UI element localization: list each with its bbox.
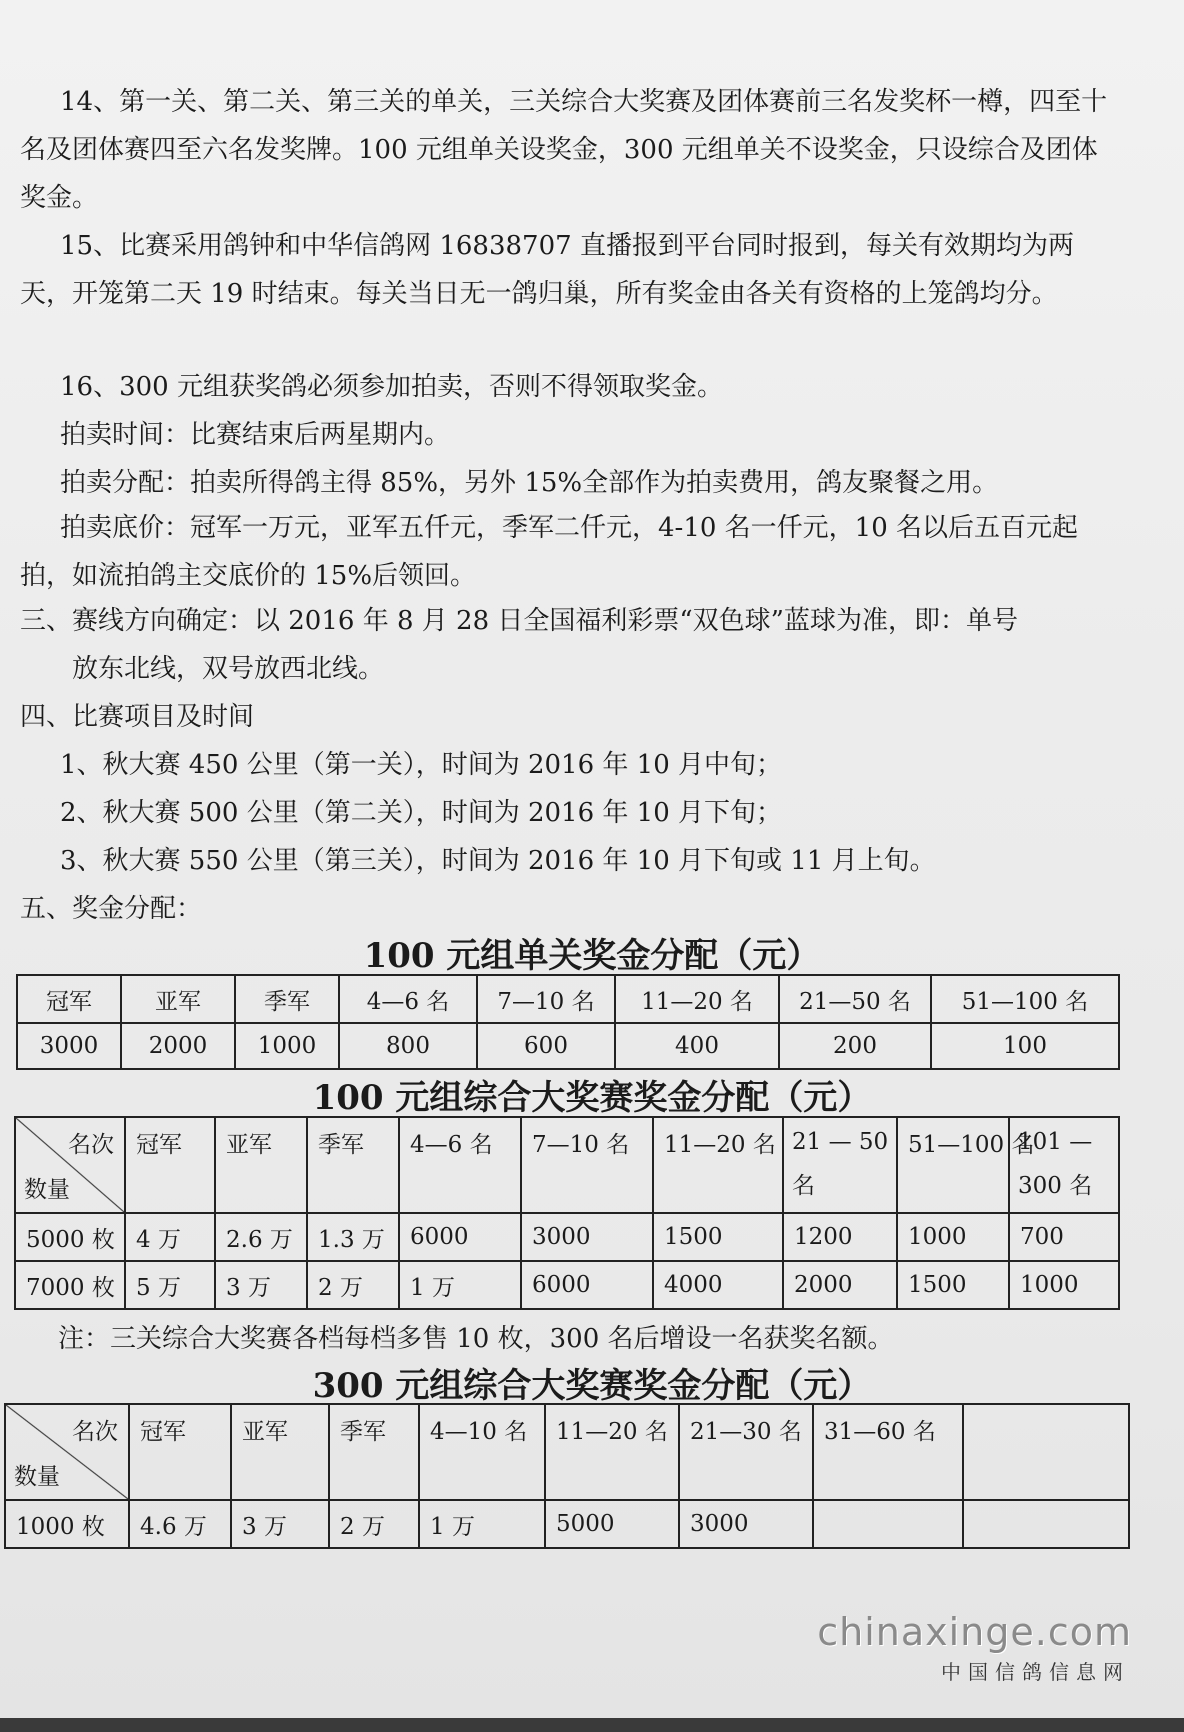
table1-header: 亚军 (121, 975, 235, 1023)
table2-cell: 3 万 (215, 1261, 307, 1309)
table3-cell: 1 万 (419, 1500, 545, 1548)
table2-header: 7—10 名 (521, 1117, 653, 1213)
table3-header: 11—20 名 (545, 1404, 679, 1500)
auction-base: 拍卖底价：冠军一万元，亚军五仟元，季军二仟元，4-10 名一仟元，10 名以后五百元起拍，如流拍鸽主交底价的 15%后领回。 (20, 513, 1079, 591)
race-3: 3、秋大赛 550 公里（第三关），时间为 2016 年 10 月下旬或 11 月上旬。 (60, 846, 936, 876)
table1-cell: 1000 (235, 1023, 339, 1069)
table2-combined-prizes-100 (14, 1116, 1120, 1310)
table2-header: 冠军 (125, 1117, 215, 1213)
table2-header: 季军 (307, 1117, 399, 1213)
table2-cell: 1.3 万 (307, 1213, 399, 1261)
scan-edge (0, 1718, 1184, 1732)
table2-header-row (15, 1117, 1119, 1213)
table2-title: 100 元组综合大奖赛奖金分配（元） (312, 1078, 872, 1118)
table2-corner-cell (15, 1117, 125, 1213)
table3-header: 21—30 名 (679, 1404, 813, 1500)
table2-cell: 3000 (521, 1213, 653, 1261)
table1-cell: 100 (931, 1023, 1119, 1069)
table2-cell: 6000 (399, 1213, 521, 1261)
table3-header (963, 1404, 1129, 1500)
table1-cell: 200 (779, 1023, 931, 1069)
table2-note: 注：三关综合大奖赛各档每档多售 10 枚，300 名后增设一名获奖名额。 (58, 1324, 894, 1354)
table1-header: 21—50 名 (779, 975, 931, 1023)
table2-header: 21 — 50 名 (783, 1117, 897, 1213)
auction-split: 拍卖分配：拍卖所得鸽主得 85%，另外 15%全部作为拍卖费用，鸽友聚餐之用。 (60, 468, 999, 498)
table3-header: 冠军 (129, 1404, 231, 1500)
table2-cell: 1500 (897, 1261, 1009, 1309)
table3-corner-rank: 名次 (72, 1419, 118, 1445)
table2-header: 11—20 名 (653, 1117, 783, 1213)
table3-cell: 5000 (545, 1500, 679, 1548)
watermark-domain: chinaxinge.com (817, 1610, 1132, 1654)
table3-cell: 2 万 (329, 1500, 419, 1548)
table3-header-row (5, 1404, 1129, 1500)
table2-cell: 2000 (783, 1261, 897, 1309)
table1-header: 4—6 名 (339, 975, 477, 1023)
table3-cell (813, 1500, 963, 1548)
table1-cell: 2000 (121, 1023, 235, 1069)
table1-header: 51—100 名 (931, 975, 1119, 1023)
table3-combined-prizes-300 (4, 1403, 1130, 1549)
table3-corner-quantity: 数量 (14, 1464, 60, 1490)
table2-header: 4—6 名 (399, 1117, 521, 1213)
table1-cell: 800 (339, 1023, 477, 1069)
race-2: 2、秋大赛 500 公里（第二关），时间为 2016 年 10 月下旬； (60, 798, 783, 828)
table1-header: 7—10 名 (477, 975, 615, 1023)
table2-cell: 2 万 (307, 1261, 399, 1309)
table2-row-label: 5000 枚 (15, 1213, 125, 1261)
paragraph-14: 14、第一关、第二关、第三关的单关，三关综合大奖赛及团体赛前三名发奖杯一樽，四至十名及团体赛四至六名发奖牌。100 元组单关设奖金，300 元组单关不设奖金，只设综合及团体奖金。 (20, 87, 1108, 213)
table3-header: 4—10 名 (419, 1404, 545, 1500)
table2-row (15, 1213, 1119, 1261)
table2-cell: 5 万 (125, 1261, 215, 1309)
table3-row-label: 1000 枚 (5, 1500, 129, 1548)
section-3-line-1: 三、赛线方向确定：以 2016 年 8 月 28 日全国福利彩票“双色球”蓝球为准，即：单号 (20, 606, 1018, 636)
table1-single-stage-prizes (16, 974, 1120, 1070)
table2-cell: 4 万 (125, 1213, 215, 1261)
table2-cell: 1500 (653, 1213, 783, 1261)
table3-corner-cell (5, 1404, 129, 1500)
table1-header-row (17, 975, 1119, 1023)
table3-cell: 3 万 (231, 1500, 329, 1548)
table2-row (15, 1261, 1119, 1309)
table2-corner-quantity: 数量 (24, 1177, 70, 1203)
table1-cell: 3000 (17, 1023, 121, 1069)
table2-cell: 1200 (783, 1213, 897, 1261)
table1-title: 100 元组单关奖金分配（元） (363, 936, 821, 976)
table3-title: 300 元组综合大奖赛奖金分配（元） (312, 1366, 872, 1406)
table3-header: 亚军 (231, 1404, 329, 1500)
table2-corner-rank: 名次 (68, 1132, 114, 1158)
section-3-line-2: 放东北线，双号放西北线。 (72, 654, 385, 684)
table2-header: 51—100 名 (897, 1117, 1009, 1213)
table2-cell: 4000 (653, 1261, 783, 1309)
table1-header: 季军 (235, 975, 339, 1023)
table2-cell: 6000 (521, 1261, 653, 1309)
watermark-site-name: 中国信鸽信息网 (941, 1660, 1130, 1684)
table2-cell: 2.6 万 (215, 1213, 307, 1261)
section-4-heading: 四、比赛项目及时间 (20, 702, 255, 732)
table1-header: 冠军 (17, 975, 121, 1023)
table2-row-label: 7000 枚 (15, 1261, 125, 1309)
auction-time: 拍卖时间：比赛结束后两星期内。 (60, 420, 451, 450)
table3-cell: 4.6 万 (129, 1500, 231, 1548)
table2-cell: 700 (1009, 1213, 1119, 1261)
table3-header: 31—60 名 (813, 1404, 963, 1500)
table1-value-row (17, 1023, 1119, 1069)
table1-cell: 400 (615, 1023, 779, 1069)
table2-cell: 1 万 (399, 1261, 521, 1309)
table2-cell: 1000 (1009, 1261, 1119, 1309)
table1-cell: 600 (477, 1023, 615, 1069)
paragraph-16: 16、300 元组获奖鸽必须参加拍卖，否则不得领取奖金。 (60, 372, 723, 402)
table3-header: 季军 (329, 1404, 419, 1500)
section-5-heading: 五、奖金分配： (20, 894, 203, 924)
table2-header: 101 — 300 名 (1009, 1117, 1119, 1213)
table2-cell: 1000 (897, 1213, 1009, 1261)
table3-row (5, 1500, 1129, 1548)
paragraph-15: 15、比赛采用鸽钟和中华信鸽网 16838707 直播报到平台同时报到，每关有效期均为两天，开笼第二天 19 时结束。每关当日无一鸽归巢，所有奖金由各关有资格的上笼鸽均分。 (20, 231, 1074, 309)
table2-header: 亚军 (215, 1117, 307, 1213)
table3-cell: 3000 (679, 1500, 813, 1548)
table3-cell (963, 1500, 1129, 1548)
table1-header: 11—20 名 (615, 975, 779, 1023)
race-1: 1、秋大赛 450 公里（第一关），时间为 2016 年 10 月中旬； (60, 750, 783, 780)
